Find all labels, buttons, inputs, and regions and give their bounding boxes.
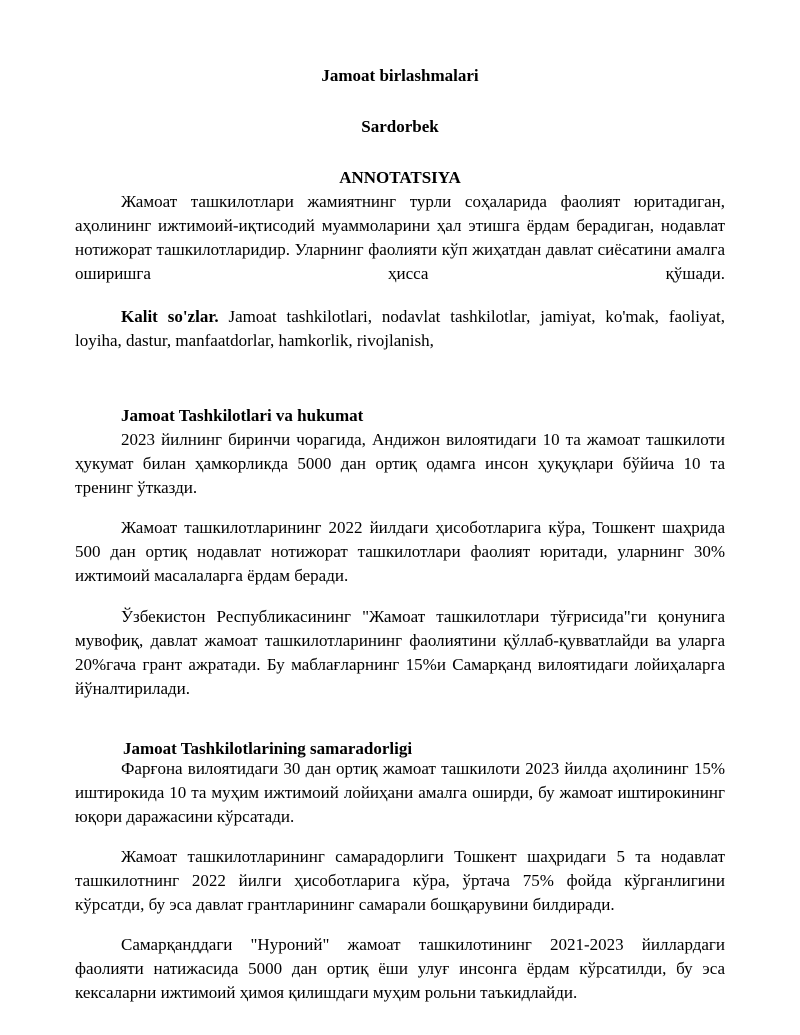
section1-paragraph-3 [75,605,725,701]
author-name: Sardorbek [361,117,439,136]
paragraph-text: Самарқанддаги "Нуроний" жамоат ташкилотининг 2021-2023 йиллардаги фаолияти натижасида 5000 дан ортиқ ёши улуғ инсонга ёрдам кўрсатилди, бу эса кексаларни ижтимоий ҳимоя қилишдаги муҳим рольни таъкидлайди. [75,935,725,1002]
keywords-label: Kalit so'zlar. [121,307,219,326]
annotation-body [75,190,725,286]
paragraph-text: Жамоат ташкилотларининг 2022 йилдаги ҳисоботларига кўра, Тошкент шаҳрида 500 дан ортиқ нодавлат нотижорат ташкилотлари фаолият юритади, уларнинг 30% ижтимоий масалаларга ёрдам беради. [75,518,725,585]
section2-paragraph-2 [75,845,725,917]
section1-paragraph-2 [75,516,725,588]
paragraph-text: Жамоат ташкилотларининг самарадорлиги Тошкент шаҳридаги 5 та нодавлат ташкилотнинг 2022 йилги ҳисоботларига кўра, ўртача 75% фойда кўрганлигини кўрсатди, бу эса давлат грантларининг самарали бошқарувини билдиради. [75,847,725,914]
paragraph-text: Фарғона вилоятидаги 30 дан ортиқ жамоат ташкилоти 2023 йилда аҳолининг 15% иштирокида 10 та муҳим ижтимоий лойиҳани амалга оширди, бу жамоат иштирокининг юқори даражасини кўрсатади. [75,759,725,826]
paragraph-text: Ўзбекистон Республикасининг "Жамоат ташкилотлари тўғрисида"ги қонунига мувофиқ, давлат жамоат ташкилотларининг фаолиятини қўллаб-қувватлайди ва уларга 20%гача грант ажратади. Бу маблағларнинг 15%и Самарқанд вилоятидаги лойиҳаларга йўналтирилади. [75,607,725,698]
section2-paragraph-3 [75,933,725,1005]
keywords-text: Jamoat tashkilotlari, nodavlat tashkilotlar, jamiyat, ko'mak, faoliyat, loyiha, dastur, manfaatdorlar, hamkorlik, rivojlanish, [75,307,725,350]
section-heading-government: Jamoat Tashkilotlari va hukumat [121,406,364,425]
paragraph-text: 2023 йилнинг биринчи чорагида, Андижон вилоятидаги 10 та жамоат ташкилоти ҳукумат билан ҳамкорликда 5000 дан ортиқ одамга инсон ҳуқуқлари бўйича 10 та тренинг ўтказди. [75,430,725,497]
annotation-paragraph: Жамоат ташкилотлари жамиятнинг турли соҳаларида фаолият юритадиган, аҳолининг ижтимоий-иқтисодий муаммоларини ҳал этишга ёрдам берадиган, нодавлат нотижорат ташкилотларидир. Уларнинг фаолияти кўп жиҳатдан давлат сиёсатини амалга оширишга ҳисса қўшади. [75,192,725,283]
document-subject: Jamoat birlashmalari [321,66,479,85]
keywords-paragraph [75,305,725,353]
keywords-block [75,305,725,353]
section1-paragraph-1 [75,428,725,500]
section-heading-effectiveness: Jamoat Tashkilotlarining samaradorligi [123,739,413,758]
section2-paragraph-1 [75,757,725,829]
annotation-title: ANNOTATSIYA [339,168,461,187]
